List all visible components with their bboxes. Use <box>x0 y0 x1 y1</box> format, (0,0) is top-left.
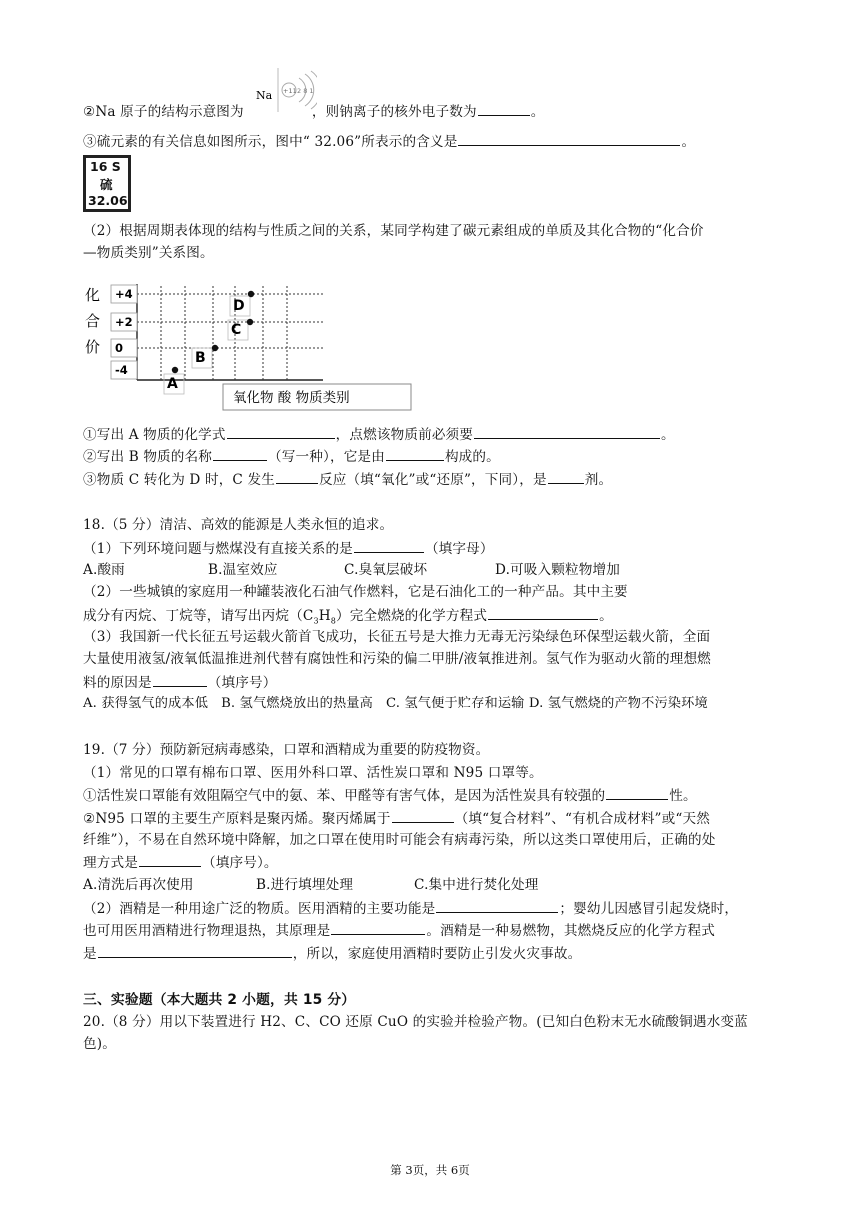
q18-part2-line1: （2）一些城镇的家庭用一种罐装液化石油气作燃料，它是石油化工的一种产品。其中主要 <box>83 584 628 600</box>
q17-a2: ②写出 B 物质的名称 （写一种），它是由 构成的。 <box>83 446 500 467</box>
q17-line-na: ②Na 原子的结构示意图为 ，则钠离子的核外电子数为 。 <box>83 101 545 122</box>
answer-blank[interactable] <box>331 920 425 935</box>
q19-options <box>83 875 539 895</box>
q18-part1: （1）下列环境问题与燃煤没有直接关系的是 （填字母） <box>83 538 494 559</box>
q17-part2-line2: —物质类别”关系图。 <box>83 245 214 261</box>
y-tick-label: +2 <box>115 315 133 329</box>
q19-a2-line2: 纤维”），不易在自然环境中降解，加之口罩在使用时可能会有病毒污染，所以这类口罩使用后，正确的处 <box>83 832 716 848</box>
q19-heading: 19.（7 分）预防新冠病毒感染，口罩和酒精成为重要的防疫物资。 <box>83 742 490 758</box>
option-a: A.清洗后再次使用 <box>83 877 194 893</box>
answer-blank[interactable] <box>548 469 584 484</box>
section3-title: 三、实验题（本大题共 2 小题，共 15 分） <box>83 992 356 1008</box>
answer-blank[interactable] <box>213 446 267 461</box>
valence-category-chart <box>83 280 413 412</box>
q18-part2-line2: 成分有丙烷、丁烷等，请写出丙烷$(C_3H_8)$完全燃烧的化学方程式 。 <box>83 605 613 632</box>
q19-a2-line1: ②N95 口罩的主要生产原料是聚丙烯。聚丙烯属于 （填“复合材料”、“有机合成材料”或“天然 <box>83 808 710 829</box>
na-electron-shells: 2 8 1 <box>297 87 314 95</box>
q19-a1: ①活性炭口罩能有效阻隔空气中的氨、苯、甲醛等有害气体，是因为活性炭具有较强的 性。 <box>83 785 697 806</box>
q20-line2: 色)。 <box>83 1036 116 1052</box>
point-A <box>172 367 178 373</box>
q17-a3: ③物质 C 转化为 D 时，C 发生 反应（填“氧化”或“还原”，下同），是 剂。 <box>83 469 612 490</box>
q17-line-sulfur: ③硫元素的有关信息如图所示，图中“ 32.06”所表示的含义是 。 <box>83 131 695 152</box>
page-footer: 第 3页，共 6页 <box>390 1163 470 1177</box>
y-tick-label: +4 <box>115 287 133 301</box>
point-D <box>248 291 254 297</box>
q20-line1: 20.（8 分）用以下装置进行 H2、C、CO 还原 CuO 的实验并检验产物。(已知白色粉末无水硫酸铜遇水变蓝 <box>83 1014 748 1030</box>
q17-a1: ①写出 A 物质的化学式 ，点燃该物质前必须要 。 <box>83 424 675 445</box>
point-C <box>247 319 253 325</box>
q18-part3-line1: （3）我国新一代长征五号运载火箭首飞成功，长征五号是大推力无毒无污染绿色环保型运载火箭，全面 <box>83 629 711 645</box>
answer-blank[interactable] <box>354 538 424 553</box>
y-axis-label-char: 化 <box>85 286 101 304</box>
sodium-atom-structure-diagram <box>255 66 317 114</box>
na-symbol: Na <box>256 89 273 102</box>
na-nucleus: +11 <box>283 87 297 95</box>
answer-blank[interactable] <box>139 852 201 867</box>
q19-part2-line2: 也可用医用酒精进行物理退热，其原理是 。酒精是一种易燃物，其燃烧反应的化学方程式 <box>83 920 715 941</box>
q18-options3: A. 获得氢气的成本低 B. 氢气燃烧放出的热量高 C. 氢气便于贮存和运输 D. 氢气燃烧的产物不污染环境 <box>83 696 708 711</box>
q18-heading: 18.（5 分）清洁、高效的能源是人类永恒的追求。 <box>83 517 394 533</box>
answer-blank[interactable] <box>386 446 444 461</box>
point-label-A: A <box>167 376 178 392</box>
answer-blank[interactable] <box>436 898 558 913</box>
answer-blank[interactable] <box>478 101 530 116</box>
q18-part3-line2: 大量使用液氢/液氧低温推进剂代替有腐蚀性和污染的偏二甲肼/液氧推进剂。氢气作为驱动火箭的理想燃 <box>83 651 711 667</box>
option-c: C.臭氧层破坏 <box>344 562 428 578</box>
option-d: D.可吸入颗粒物增加 <box>495 562 620 578</box>
q19-part2-line3: 是 ，所以，家庭使用酒精时要防止引发火灾事故。 <box>83 943 581 964</box>
point-label-B: B <box>195 350 206 366</box>
sulfur-element-card <box>83 155 131 212</box>
answer-blank[interactable] <box>276 469 318 484</box>
element-mass: 32.06 <box>88 193 128 208</box>
answer-blank[interactable] <box>153 672 207 687</box>
q17-part2-line1: （2）根据周期表体现的结构与性质之间的关系，某同学构建了碳元素组成的单质及其化合物的“化合价 <box>83 223 704 239</box>
q18-options1 <box>83 560 620 580</box>
y-axis-label <box>85 286 100 356</box>
option-a: A.酸雨 <box>83 562 125 578</box>
option-b: B.温室效应 <box>208 562 278 578</box>
y-tick-label: -4 <box>115 363 128 377</box>
answer-blank[interactable] <box>458 131 680 146</box>
x-axis-label: 氧化物 酸 物质类别 <box>233 390 350 406</box>
y-tick-label: 0 <box>115 341 124 355</box>
option-b: B.进行填埋处理 <box>256 877 354 893</box>
y-axis-label-char: 合 <box>85 312 101 330</box>
element-number-symbol: 16 S <box>90 159 121 174</box>
answer-blank[interactable] <box>98 943 292 958</box>
answer-blank[interactable] <box>227 424 335 439</box>
option-c: C.集中进行焚化处理 <box>414 877 539 893</box>
answer-blank[interactable] <box>488 605 598 620</box>
answer-blank[interactable] <box>474 424 660 439</box>
point-label-C: C <box>231 322 242 338</box>
answer-blank[interactable] <box>606 785 668 800</box>
element-name: 硫 <box>100 177 113 192</box>
q18-part3-line3: 料的原因是 （填序号） <box>83 672 276 693</box>
q19-a2-line3: 理方式是 （填序号）。 <box>83 852 278 873</box>
point-B <box>212 345 218 351</box>
answer-blank[interactable] <box>392 808 454 823</box>
y-axis-label-char: 价 <box>85 338 101 356</box>
point-label-D: D <box>233 298 245 314</box>
q19-part1: （1）常见的口罩有棉布口罩、医用外科口罩、活性炭口罩和 N95 口罩等。 <box>83 765 543 781</box>
q19-part2-line1: （2）酒精是一种用途广泛的物质。医用酒精的主要功能是 ；婴幼儿因感冒引起发烧时， <box>83 898 738 919</box>
